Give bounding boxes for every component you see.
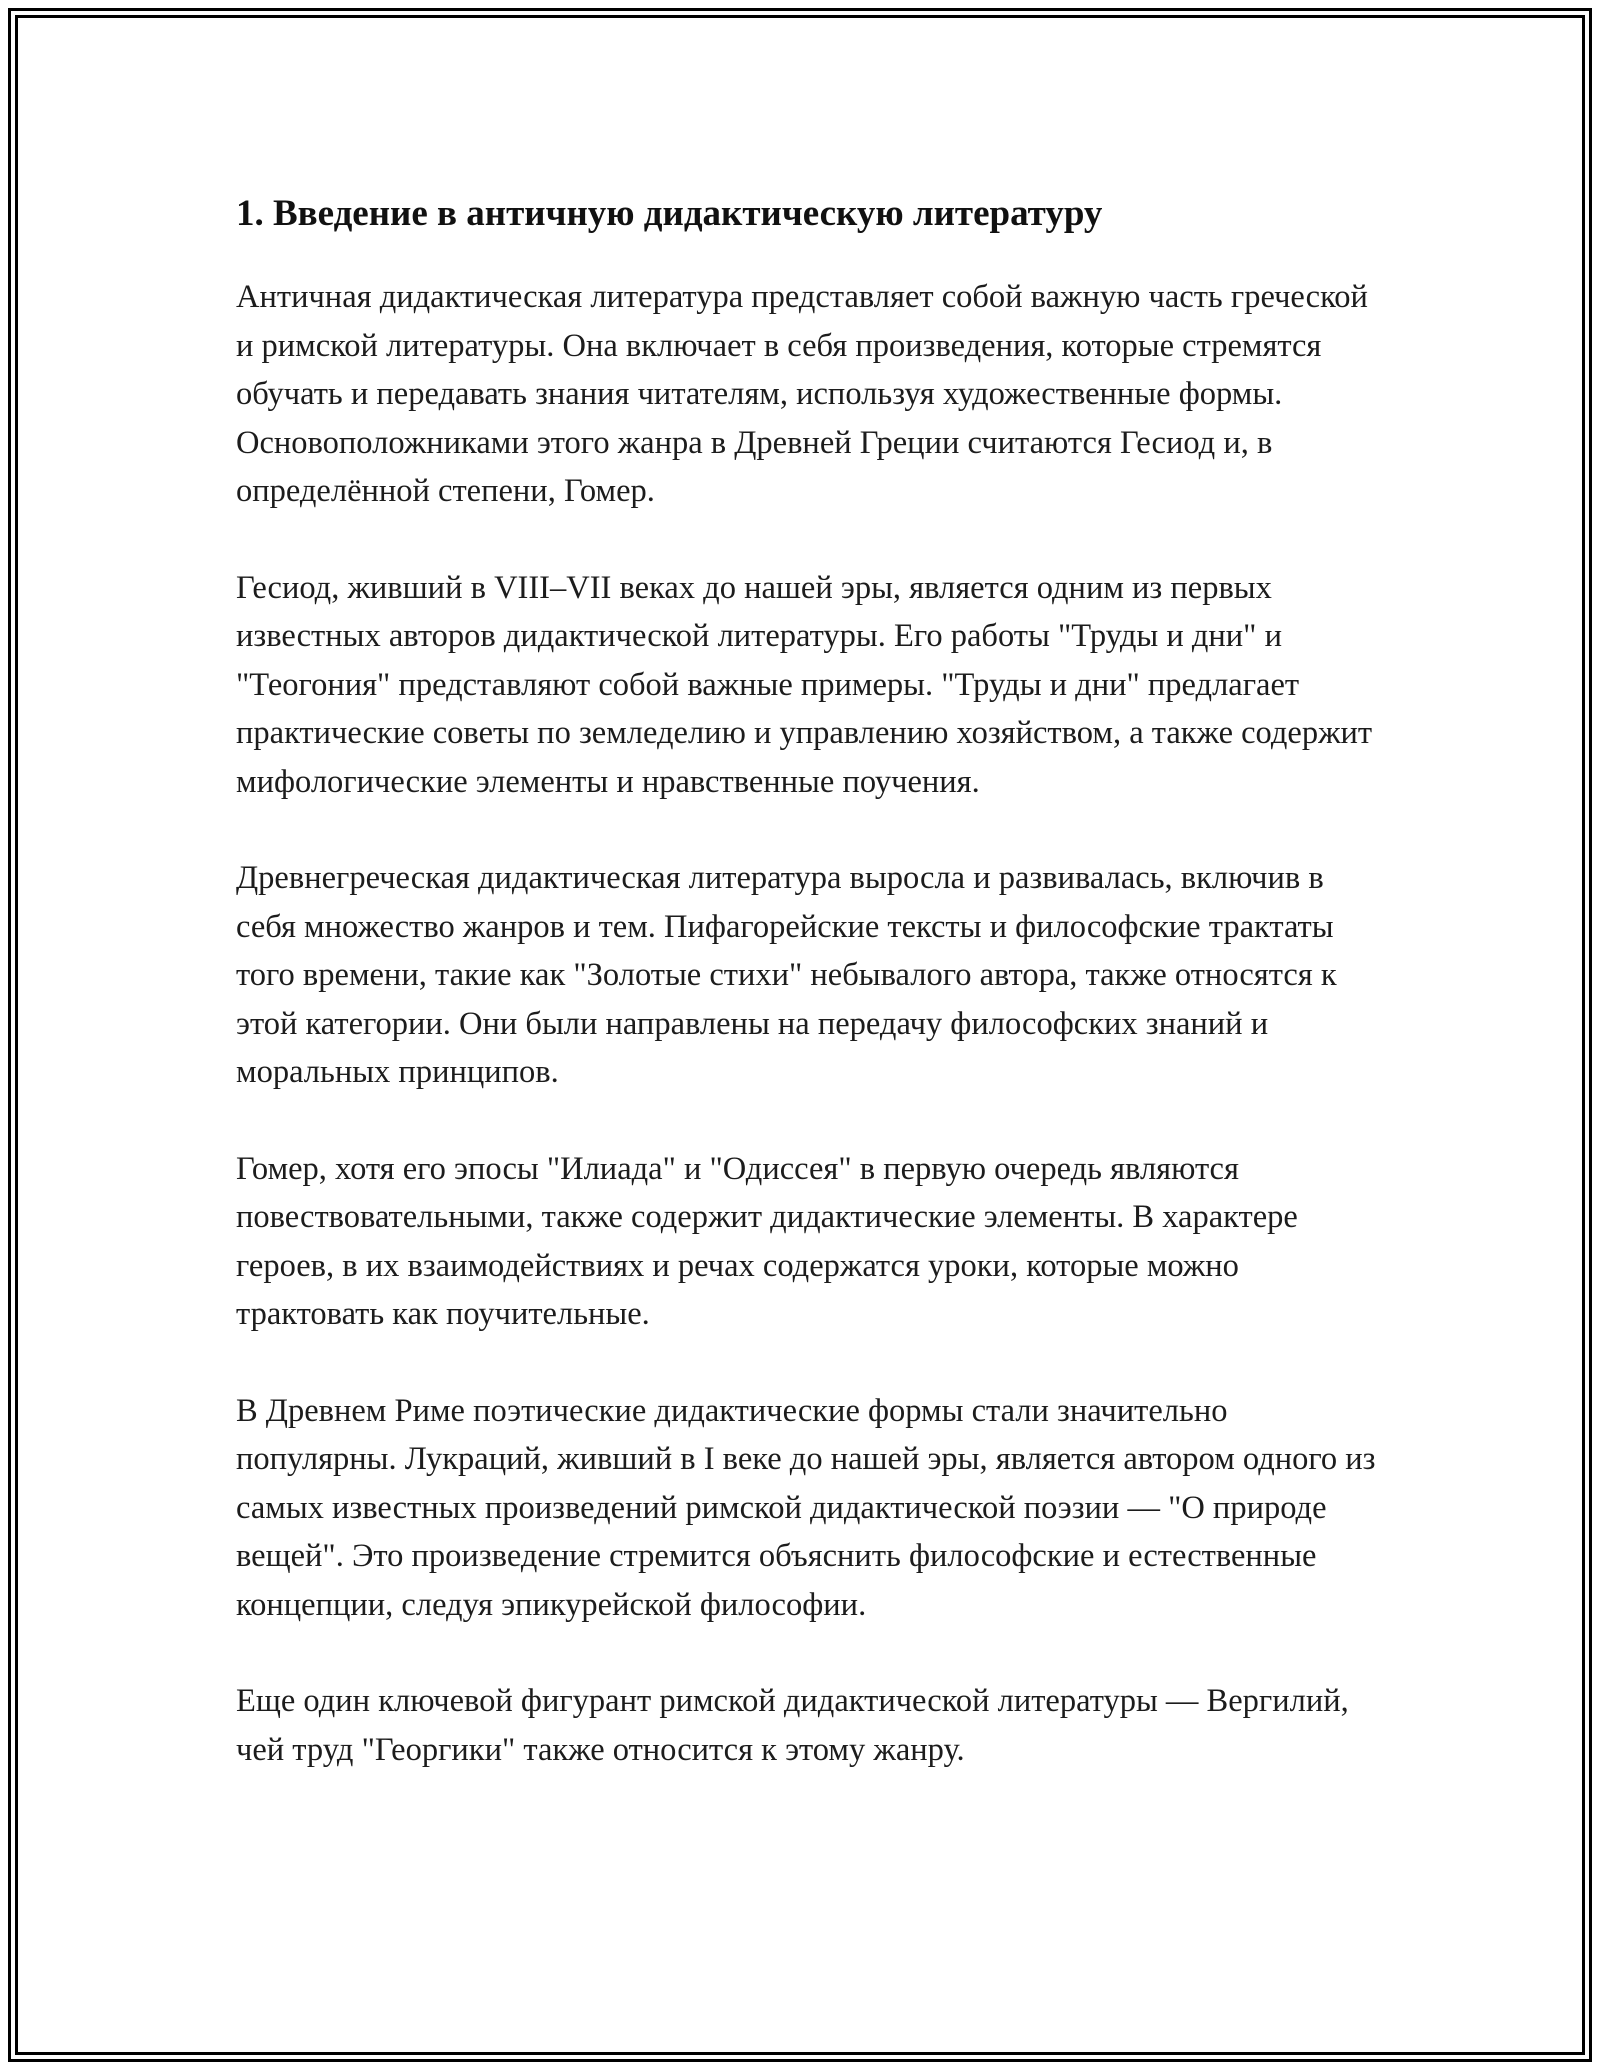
- paragraph-introduction: Античная дидактическая литература представляет собой важную часть греческой и римской литературы. Она включает в себя произведения, которые стремятся обучать и передавать знания читателям, используя художественные формы. Основоположниками этого жанра в Древней Греции считаются Гесиод и, в определённой степени, Гомер.: [236, 279, 1368, 509]
- paragraph-virgil: Еще один ключевой фигурант римской дидактической литературы — Вергилий, чей труд "Георгики" также относится к этому жанру.: [236, 1683, 1349, 1768]
- document-body: [236, 186, 1376, 1822]
- paragraph-greek-development: Древнегреческая дидактическая литература выросла и развивалась, включив в себя множество жанров и тем. Пифагорейские тексты и философские трактаты того времени, такие как "Золотые стихи" небывалого автора, также относятся к этой категории. Они были направлены на передачу философских знаний и моральных принципов.: [236, 860, 1337, 1090]
- paragraph-homer: Гомер, хотя его эпосы "Илиада" и "Одиссея" в первую очередь являются повествовательными, также содержит дидактические элементы. В характере героев, в их взаимодействиях и речах содержатся уроки, которые можно трактовать как поучительные.: [236, 1150, 1298, 1332]
- paragraph-hesiod: Гесиод, живший в VIII–VII веках до нашей эры, является одним из первых известных авторов дидактической литературы. Его работы "Труды и дни" и "Теогония" представляют собой важные примеры. "Труды и дни" предлагает практические советы по земледелию и управлению хозяйством, а также содержит мифологические элементы и нравственные поучения.: [236, 569, 1373, 800]
- paragraph-rome-lucretius: В Древнем Риме поэтические дидактические формы стали значительно популярны. Лукраций, живший в I веке до нашей эры, является автором одного из самых известных произведений римской дидактической поэзии — "О природе вещей". Это произведение стремится объяснить философские и естественные концепции, следуя эпикурейской философии.: [236, 1392, 1376, 1623]
- section-heading: 1. Введение в античную дидактическую литературу: [236, 193, 1103, 234]
